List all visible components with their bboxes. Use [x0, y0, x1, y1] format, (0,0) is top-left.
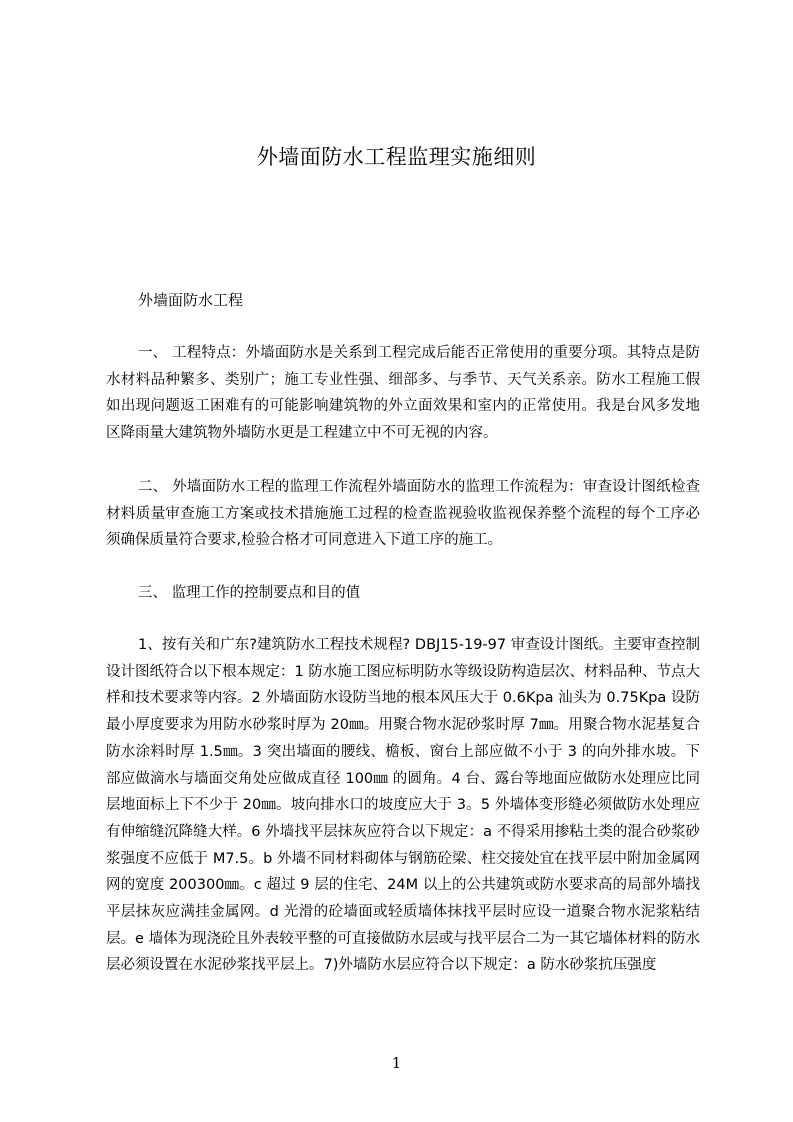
page-number: 1	[391, 1054, 402, 1072]
document-title: 外墙面防水工程监理实施细则	[256, 145, 537, 169]
paragraph-supervision-workflow: 二、 外墙面防水工程的监理工作流程外墙面防水的监理工作流程为：审查设计图纸检查材料质量审查施工方案或技术措施施工过程的检查监视验收监视保养整个流程的每个工序必须确保质量符合要求,检验合格才可同意进入下道工序的施工。	[106, 479, 700, 548]
paragraph-control-points-heading: 三、 监理工作的控制要点和目的值	[138, 585, 361, 601]
paragraph-design-review: 1、按有关和广东?建筑防水工程技术规程? DBJ15-19-97 审查设计图纸。主要审查控制设计图纸符合以下根本规定：1 防水施工图应标明防水等级设防构造层次、材料品种、节点大样和技术要求等内容。2 外墙面防水设防当地的根本风压大于 0.6Kpa 汕头为 0.75Kpa 设防最小厚度要求为用防水砂浆时厚为 20㎜。用聚合物水泥砂浆时厚 7㎜。用聚合物水泥基复合防水涂料时厚 1.5㎜。3 突出墙面的腰线、檐板、窗台上部应做不小于 3 的向外排水坡。下部应做滴水与墙面交角处应做成直径 100㎜ 的圆角。4 台、露台等地面应做防水处理应比同层地面标上下不少于 20㎜。坡向排水口的坡度应大于 3。5 外墙体变形缝必须做防水处理应有伸缩缝沉降缝大样。6 外墙找平层抹灰应符合以下规定：a 不得采用掺粘土类的混合砂浆砂浆强度不应低于 M7.5。b 外墙不同材料砌体与钢筋砼梁、柱交接处宜在找平层中附加金属网网的宽度 200300㎜。c 超过 9 层的住宅、24M 以上的公共建筑或防水要求高的局部外墙找平层抹灰应满挂金属网。d 光滑的砼墙面或轻质墙体抹找平层时应设一道聚合物水泥浆粘结层。e 墙体为现浇砼且外表较平整的可直接做防水层或与找平层合二为一其它墙体材料的防水层必须设置在水泥砂浆找平层上。7)外墙防水层应符合以下规定：a 防水砂浆抗压强度	[106, 637, 700, 974]
paragraph-engineering-features: 一、 工程特点：外墙面防水是关系到工程完成后能否正常使用的重要分项。其特点是防水材料品种繁多、类别广；施工专业性强、细部多、与季节、天气关系亲。防水工程施工假如出现问题返工困难有的可能影响建筑物的外立面效果和室内的正常使用。我是台风多发地区降雨量大建筑物外墙防水更是工程建立中不可无视的内容。	[106, 345, 700, 441]
section-heading: 外墙面防水工程	[138, 291, 244, 309]
